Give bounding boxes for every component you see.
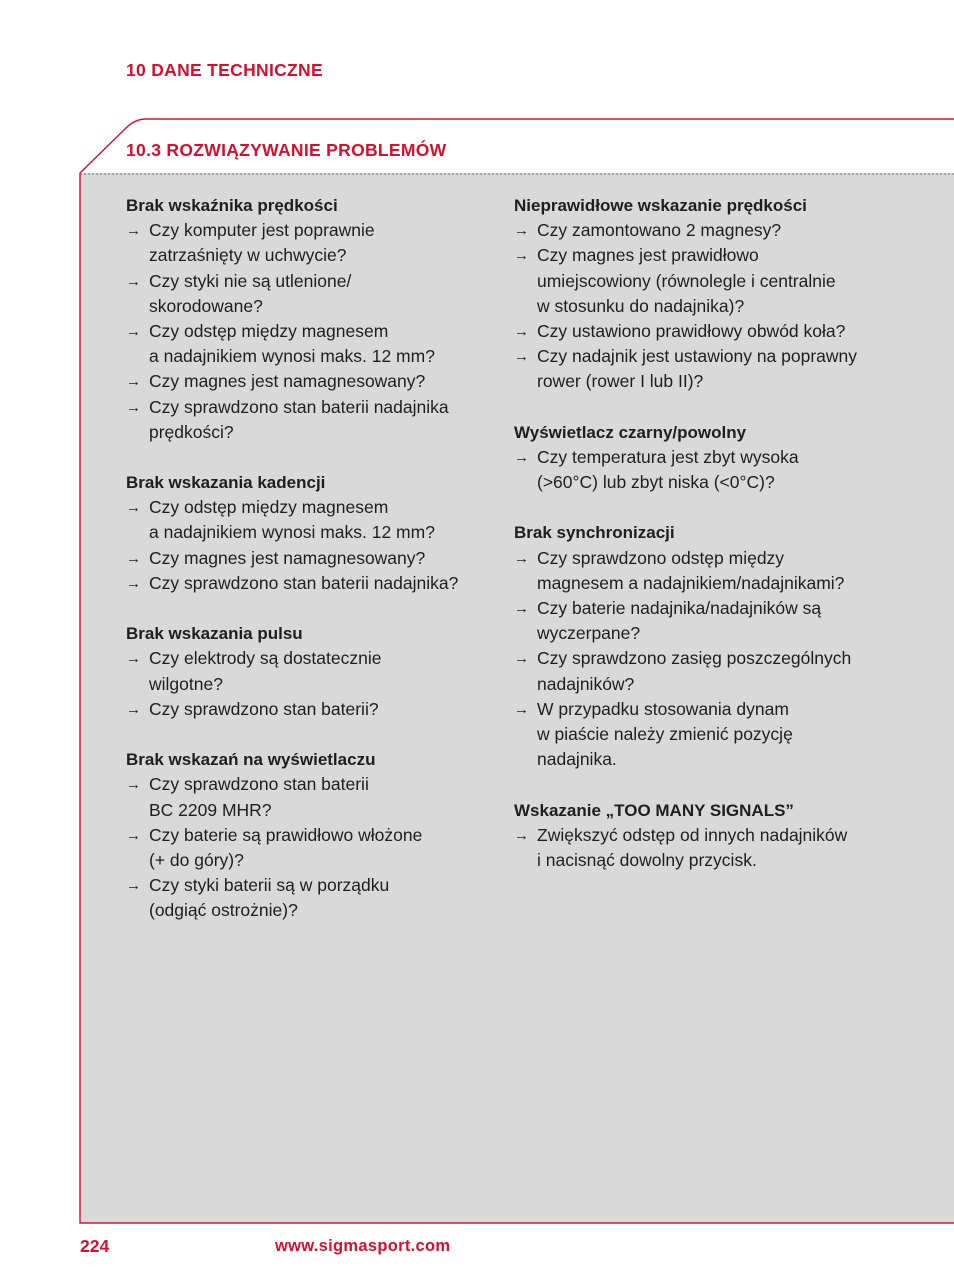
item-text-line: Czy styki baterii są w porządku (149, 875, 390, 896)
checklist-item (514, 319, 886, 344)
item-text-line: (>60°C) lub zbyt niska (<0°C)? (537, 472, 775, 493)
checklist-item (514, 823, 886, 873)
arrow-right-icon: → (514, 222, 529, 240)
item-text-line: Czy elektrody są dostatecznie (149, 648, 382, 669)
checklist-item (514, 596, 886, 646)
checklist-item (126, 218, 498, 268)
checklist-item (126, 369, 498, 394)
item-text-line: rower (rower I lub II)? (537, 371, 704, 392)
arrow-right-icon: → (126, 222, 141, 240)
arrow-right-icon: → (126, 373, 141, 391)
arrow-right-icon: → (126, 650, 141, 668)
arrow-right-icon: → (126, 574, 141, 592)
item-text-line: a nadajnikiem wynosi maks. 12 mm? (149, 346, 435, 367)
troubleshooting-section (514, 798, 886, 874)
arrow-right-icon: → (514, 247, 529, 265)
page-number: 224 (80, 1236, 110, 1256)
checklist-item (126, 873, 498, 923)
item-text-line: umiejscowiony (równolegle i centralnie (537, 270, 836, 291)
item-text-line: nadajników? (537, 673, 635, 694)
item-text-line: skorodowane? (149, 295, 263, 316)
checklist-item (126, 697, 498, 722)
section-title: 10.3 ROZWIĄZYWANIE PROBLEMÓW (126, 140, 447, 160)
item-text-line: Czy sprawdzono stan baterii (149, 774, 369, 795)
item-text-line: Czy odstęp między magnesem (149, 320, 389, 341)
checklist-item (514, 445, 886, 495)
checklist-item (126, 269, 498, 319)
section-heading: Brak wskazań na wyświetlaczu (126, 750, 376, 770)
section-heading: Wyświetlacz czarny/powolny (514, 422, 747, 442)
item-text-line: Czy magnes jest namagnesowany? (149, 547, 426, 568)
item-text-line: w piaście należy zmienić pozycję (537, 723, 793, 744)
arrow-right-icon: → (126, 877, 141, 895)
checklist-item (514, 697, 886, 773)
section-heading: Nieprawidłowe wskazanie prędkości (514, 196, 807, 215)
item-text-line: (+ do góry)? (149, 849, 244, 870)
item-text-line: Czy sprawdzono stan baterii? (149, 698, 379, 719)
checklist-item (514, 243, 886, 319)
troubleshooting-section (126, 470, 498, 596)
arrow-right-icon: → (514, 549, 529, 567)
item-text-line: i nacisnąć dowolny przycisk. (537, 849, 757, 870)
checklist-item (514, 646, 886, 696)
troubleshooting-section (126, 621, 498, 722)
item-text-line: Czy temperatura jest zbyt wysoka (537, 446, 799, 467)
arrow-right-icon: → (126, 398, 141, 416)
arrow-right-icon: → (514, 448, 529, 466)
item-text-line: Czy magnes jest namagnesowany? (149, 371, 426, 392)
item-text-line: w stosunku do nadajnika)? (537, 295, 745, 316)
checklist-item (126, 823, 498, 873)
section-heading: Brak synchronizacji (514, 523, 675, 543)
item-text-line: Czy baterie są prawidłowo włożone (149, 824, 423, 845)
arrow-right-icon: → (126, 322, 141, 340)
right-column (514, 193, 886, 898)
item-text-line: Czy ustawiono prawidłowy obwód koła? (537, 320, 846, 341)
arrow-right-icon: → (514, 826, 529, 844)
section-heading: Wskazanie „TOO MANY SIGNALS” (514, 800, 794, 820)
arrow-right-icon: → (126, 272, 141, 290)
item-text-line: Czy zamontowano 2 magnesy? (537, 220, 782, 241)
item-text-line: Czy sprawdzono zasięg poszczególnych (537, 648, 852, 669)
item-text-line: Czy odstęp między magnesem (149, 497, 389, 518)
troubleshooting-section (126, 747, 498, 923)
item-text-line: Czy sprawdzono stan baterii nadajnika (149, 396, 449, 417)
checklist-item (126, 772, 498, 822)
item-text-line: nadajnika. (537, 749, 617, 770)
item-text-line: W przypadku stosowania dynam (537, 698, 789, 719)
item-text-line: Czy magnes jest prawidłowo (537, 245, 759, 266)
item-text-line: (odgiąć ostrożnie)? (149, 900, 298, 921)
dotted-divider (80, 173, 954, 175)
arrow-right-icon: → (514, 322, 529, 340)
item-text-line: prędkości? (149, 421, 234, 442)
item-text-line: zatrzaśnięty w uchwycie? (149, 245, 347, 266)
item-text-line: Czy sprawdzono odstęp między (537, 547, 785, 568)
checklist-item (126, 495, 498, 545)
item-text-line: magnesem a nadajnikiem/nadajnikami? (537, 572, 845, 593)
arrow-right-icon: → (126, 499, 141, 517)
arrow-right-icon: → (514, 348, 529, 366)
item-text-line: Czy nadajnik jest ustawiony na poprawny (537, 346, 858, 367)
chapter-title: 10 DANE TECHNICZNE (126, 60, 323, 80)
checklist-item (126, 546, 498, 571)
item-text-line: Czy baterie nadajnika/nadajników są (537, 598, 822, 618)
website-link[interactable]: www.sigmasport.com (275, 1237, 451, 1255)
item-text-line: Czy komputer jest poprawnie (149, 220, 375, 241)
arrow-right-icon: → (514, 650, 529, 668)
section-heading: Brak wskaźnika prędkości (126, 196, 338, 215)
checklist-item (514, 546, 886, 596)
arrow-right-icon: → (126, 700, 141, 718)
checklist-item (126, 646, 498, 696)
troubleshooting-section (514, 420, 886, 496)
checklist-item (126, 571, 498, 596)
section-heading: Brak wskazania kadencji (126, 473, 326, 493)
arrow-right-icon: → (514, 600, 529, 617)
arrow-right-icon: → (514, 700, 529, 718)
troubleshooting-section (514, 193, 886, 395)
troubleshooting-section (126, 193, 498, 445)
item-text-line: wilgotne? (149, 673, 223, 694)
checklist-item (514, 218, 886, 243)
item-text-line: BC 2209 MHR? (149, 799, 272, 820)
checklist-item (126, 395, 498, 445)
item-text-line: Czy sprawdzono stan baterii nadajnika? (149, 572, 459, 593)
arrow-right-icon: → (126, 826, 141, 844)
left-column (126, 193, 498, 949)
item-text-line: wyczerpane? (537, 623, 641, 644)
troubleshooting-section (514, 520, 886, 772)
arrow-right-icon: → (126, 549, 141, 567)
checklist-item (514, 344, 886, 394)
arrow-right-icon: → (126, 776, 141, 794)
checklist-item (126, 319, 498, 369)
section-heading: Brak wskazania pulsu (126, 624, 303, 644)
item-text-line: Zwiększyć odstęp od innych nadajników (537, 824, 848, 845)
item-text-line: a nadajnikiem wynosi maks. 12 mm? (149, 522, 435, 543)
item-text-line: Czy styki nie są utlenione/ (149, 270, 352, 291)
